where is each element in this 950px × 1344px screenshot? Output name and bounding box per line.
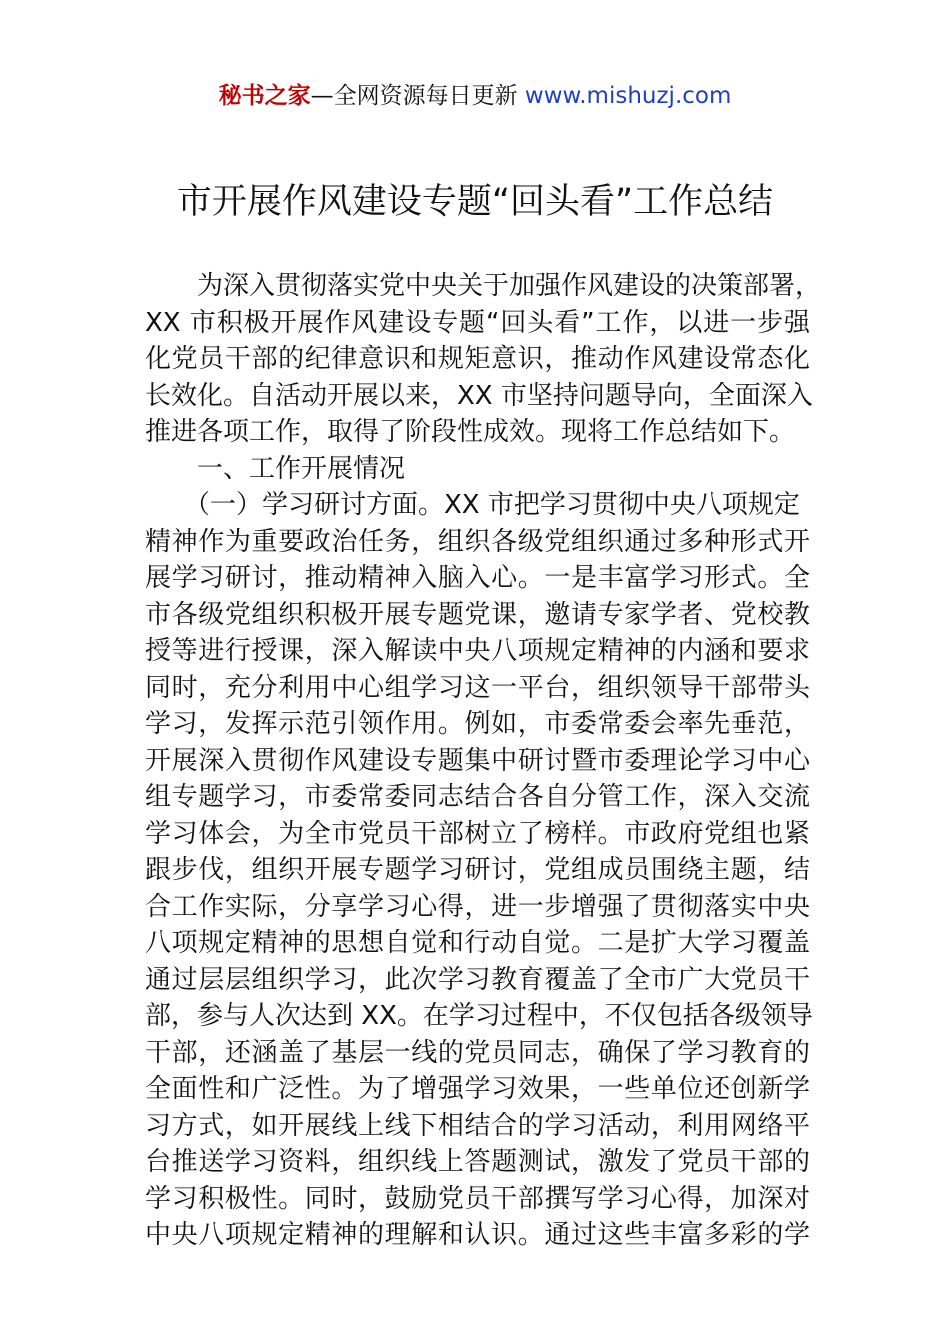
text-line: 授等进行授课，深入解读中央八项规定精神的内涵和要求 [145, 636, 810, 666]
text-line: 台推送学习资料，组织线上答题测试，激发了党员干部的 [145, 1147, 810, 1177]
text-line: 学习体会，为全市党员干部树立了榜样。市政府党组也紧 [145, 818, 810, 849]
text-line: 部，参与人次达到 XX。在学习过程中，不仅包括各级领导 [145, 1001, 813, 1031]
text-line: 合工作实际，分享学习心得，进一步增强了贯彻落实中央 [145, 891, 810, 922]
text-line: 中央八项规定精神的理解和认识。通过这些丰富多彩的学 [145, 1220, 810, 1250]
text-line: 推进各项工作，取得了阶段性成效。现将工作总结如下。 [145, 417, 796, 447]
text-line: 学习，发挥示范引领作用。例如，市委常委会率先垂范， [145, 709, 810, 739]
text-line: 市各级党组织积极开展专题党课，邀请专家学者、党校教 [145, 599, 810, 630]
text-line: 展学习研讨，推动精神入脑入心。一是丰富学习形式。全 [145, 563, 810, 593]
text-line: 开展深入贯彻作风建设专题集中研讨暨市委理论学习中心 [145, 745, 810, 776]
site-tagline: —全网资源每日更新 [310, 83, 525, 109]
document-title: 市开展作风建设专题“回头看”工作总结 [176, 182, 774, 222]
text-line: 通过层层组织学习，此次学习教育覆盖了全市广大党员干 [145, 964, 810, 995]
text-line: 长效化。自活动开展以来，XX 市坚持问题导向，全面深入 [145, 380, 813, 411]
text-line: 学习积极性。同时，鼓励党员干部撰写学习心得，加深对 [145, 1183, 810, 1214]
text-line: 跟步伐，组织开展专题学习研讨，党组成员围绕主题，结 [145, 855, 810, 885]
section-heading: 一、工作开展情况 [145, 453, 406, 484]
site-url-link[interactable]: www.mishuzj.com [524, 83, 732, 109]
text-line: 习方式，如开展线上线下相结合的学习活动，利用网络平 [145, 1110, 810, 1141]
text-line: 八项规定精神的思想自觉和行动自觉。二是扩大学习覆盖 [145, 928, 810, 958]
document-body [145, 268, 822, 1254]
text-line: XX 市积极开展作风建设专题“回头看”工作，以进一步强 [145, 307, 810, 338]
text-line: 组专题学习，市委常委同志结合各自分管工作，深入交流 [145, 782, 810, 812]
text-line: 为深入贯彻落实党中央关于加强作风建设的决策部署， [145, 271, 822, 301]
site-brand: 秘书之家 [218, 83, 311, 109]
text-line: 全面性和广泛性。为了增强学习效果，一些单位还创新学 [145, 1074, 810, 1104]
text-line: （一）学习研讨方面。XX 市把学习贯彻中央八项规定 [145, 490, 800, 520]
text-line: 化党员干部的纪律意识和规矩意识，推动作风建设常态化 [145, 344, 810, 374]
text-line: 精神作为重要政治任务，组织各级党组织通过多种形式开 [145, 526, 810, 557]
site-header [0, 80, 950, 112]
text-line: 干部，还涵盖了基层一线的党员同志，确保了学习教育的 [145, 1037, 810, 1068]
text-line: 同时，充分利用中心组学习这一平台，组织领导干部带头 [145, 672, 810, 703]
